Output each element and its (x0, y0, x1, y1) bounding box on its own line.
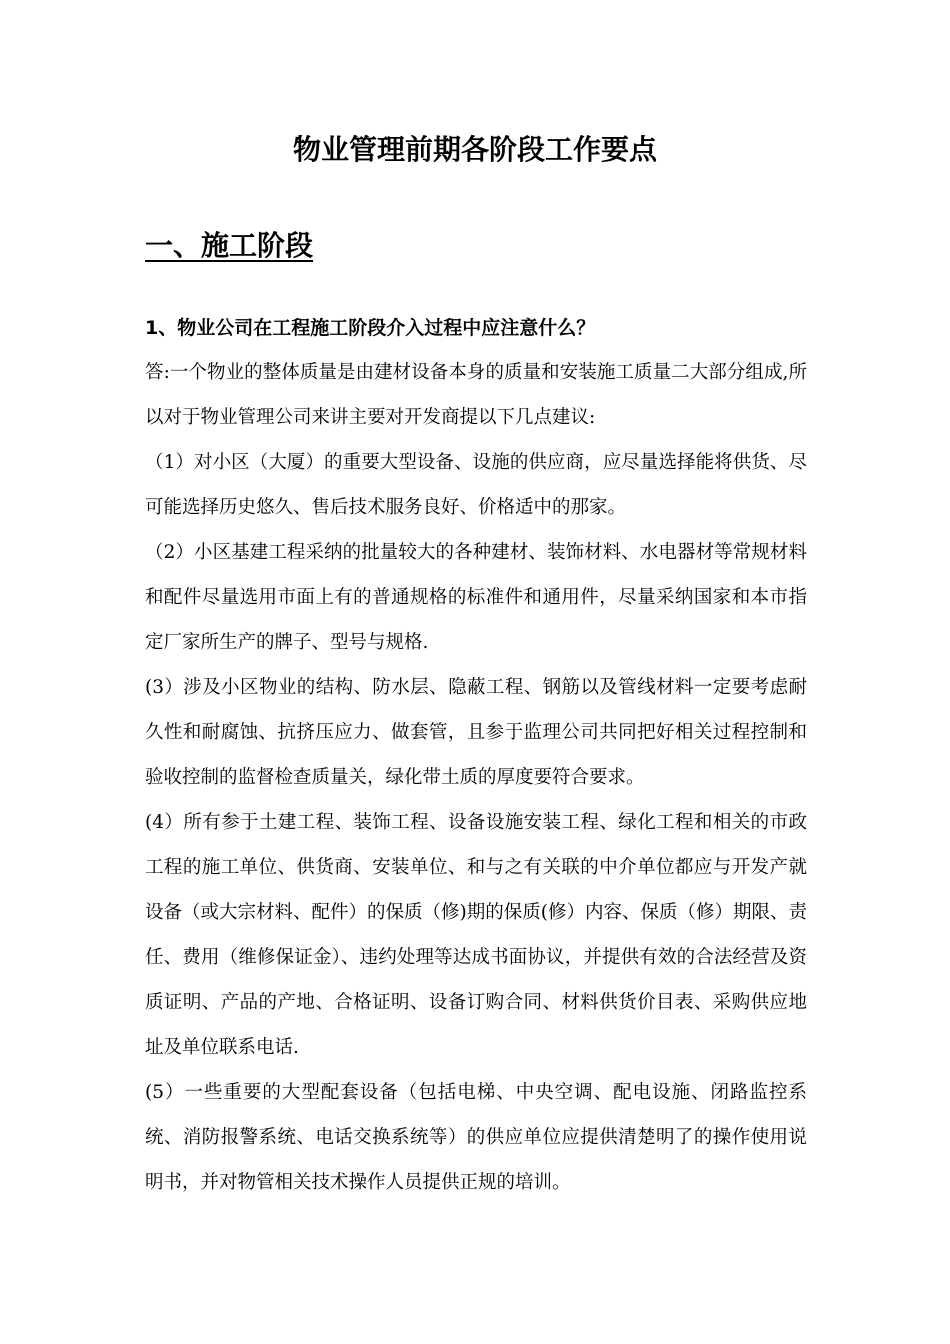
list-item-2: （2）小区基建工程采纳的批量较大的各种建材、装饰材料、水电器材等常规材料和配件尽量选用市面上有的普通规格的标准件和通用件，尽量采纳国家和本市指定厂家所生产的牌子、型号与规格. (145, 542, 807, 653)
body-text (145, 350, 807, 1205)
section-heading: 一、施工阶段 (145, 229, 314, 262)
list-item-3: (3）涉及小区物业的结构、防水层、隐蔽工程、钢筋以及管线材料一定要考虑耐久性和耐腐蚀、抗挤压应力、做套管，且参于监理公司共同把好相关过程控制和验收控制的监督检查质量关，绿化带土质的厚度要符合要求。 (145, 677, 807, 788)
list-item-1: （1）对小区（大厦）的重要大型设备、设施的供应商，应尽量选择能将供货、尽可能选择历史悠久、售后技术服务良好、价格适中的那家。 (145, 452, 807, 518)
list-item-4: (4）所有参于土建工程、装饰工程、设备设施安装工程、绿化工程和相关的市政工程的施工单位、供货商、安装单位、和与之有关联的中介单位都应与开发产就设备（或大宗材料、配件）的保质（修)期的保质(修）内容、保质（修）期限、责任、费用（维修保证金）、违约处理等达成书面协议，并提供有效的合法经营及资质证明、产品的产地、合格证明、设备订购合同、材料供货价目表、采购供应地址及单位联系电话. (145, 812, 807, 1058)
document-title: 物业管理前期各阶段工作要点 (292, 133, 657, 166)
list-item-5: (5）一些重要的大型配套设备（包括电梯、中央空调、配电设施、闭路监控系统、消防报警系统、电话交换系统等）的供应单位应提供清楚明了的操作使用说明书，并对物管相关技术操作人员提供正规的培训。 (145, 1082, 807, 1193)
answer-paragraph: 答:一个物业的整体质量是由建材设备本身的质量和安装施工质量二大部分组成,所以对于物业管理公司来讲主要对开发商提以下几点建议: (145, 362, 807, 428)
question-heading: 1、物业公司在工程施工阶段介入过程中应注意什么？ (145, 317, 596, 339)
